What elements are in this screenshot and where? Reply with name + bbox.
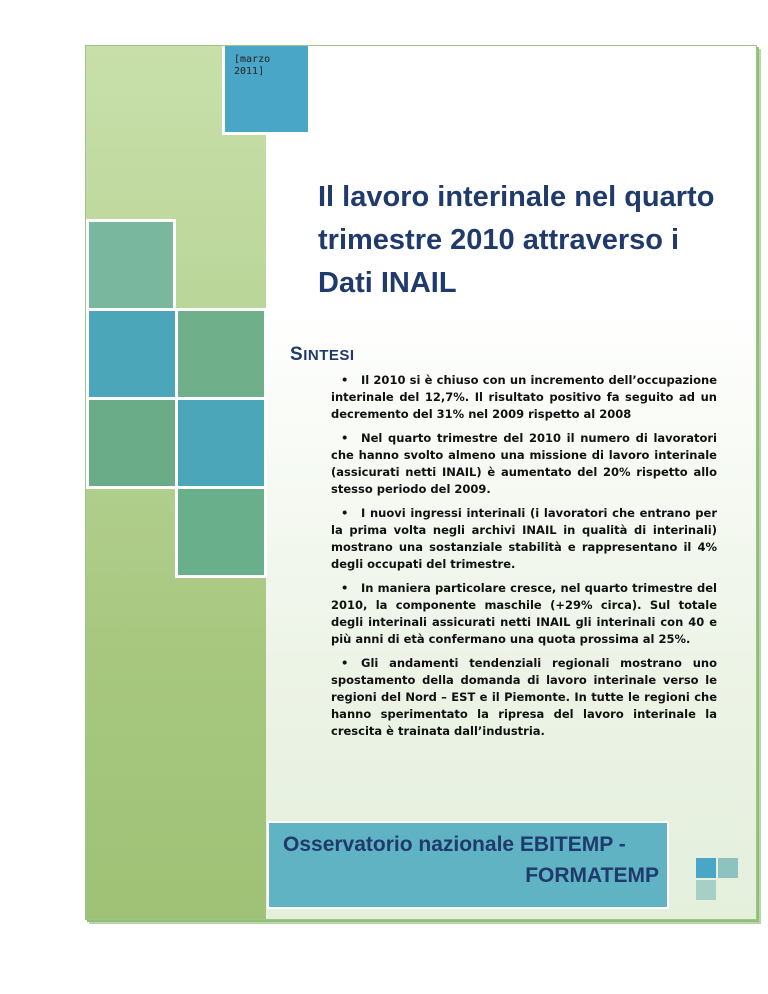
decor-square	[175, 308, 267, 400]
date-label: [marzo 2011]	[234, 54, 271, 77]
cover-page	[85, 45, 757, 920]
decor-square	[86, 397, 178, 489]
list-item	[331, 430, 717, 498]
document-title: Il lavoro interinale nel quarto trimestre 2010 attraverso i Dati INAIL	[318, 181, 715, 299]
summary-list	[331, 372, 717, 747]
corner-square	[696, 880, 716, 900]
date-box	[222, 46, 311, 135]
footer-line-1: Osservatorio nazionale EBITEMP -	[283, 833, 626, 856]
corner-square	[718, 858, 738, 878]
list-item-text: Gli andamenti tendenziali regionali mostrano uno spostamento della domanda di lavoro interinale verso le regioni del Nord – EST e il Piemonte. In tutte le regioni che hanno sperimentato la ripresa del lavoro interinale la crescita è trainata dall’industria.	[331, 656, 717, 738]
list-item-text: Nel quarto trimestre del 2010 il numero di lavoratori che hanno svolto almeno una missione di lavoro interinale (assicurati netti INAIL) è aumentato del 20% rispetto allo stesso periodo del 2009.	[331, 431, 717, 496]
decor-square	[86, 219, 176, 311]
footer-banner	[267, 821, 669, 909]
bullet-icon: •	[341, 581, 349, 595]
list-item-text: I nuovi ingressi interinali (i lavoratori che entrano per la prima volta negli archivi INAIL in qualità di interinali) mostrano una sostanziale stabilità e rappresentano il 4% degli occupati del trimestre.	[331, 506, 717, 571]
list-item-text: Il 2010 si è chiuso con un incremento dell’occupazione interinale del 12,7%. Il risultato positivo fa seguito ad un decremento del 31% nel 2009 rispetto al 2008	[331, 373, 717, 421]
bullet-icon: •	[341, 431, 349, 445]
decor-square	[175, 486, 267, 578]
decor-square	[86, 308, 178, 400]
list-item	[331, 505, 717, 573]
footer-line-2: FORMATEMP	[525, 864, 659, 887]
list-item-text: In maniera particolare cresce, nel quarto trimestre del 2010, la componente maschile (+29% circa). Sul totale degli interinali assicurati netti INAIL gli interinali con 40 e più anni di età confermano una quota prossima al 25%.	[331, 581, 717, 646]
bullet-icon: •	[341, 506, 349, 520]
footer-title	[283, 829, 659, 891]
decor-square	[175, 397, 267, 489]
section-heading-rest: INTESI	[303, 347, 355, 364]
list-item	[331, 580, 717, 648]
list-item	[331, 655, 717, 740]
corner-square	[696, 858, 716, 878]
bullet-icon: •	[341, 373, 349, 387]
section-heading	[290, 344, 355, 366]
list-item	[331, 372, 717, 423]
section-heading-initial: S	[290, 344, 304, 365]
bullet-icon: •	[341, 656, 349, 670]
